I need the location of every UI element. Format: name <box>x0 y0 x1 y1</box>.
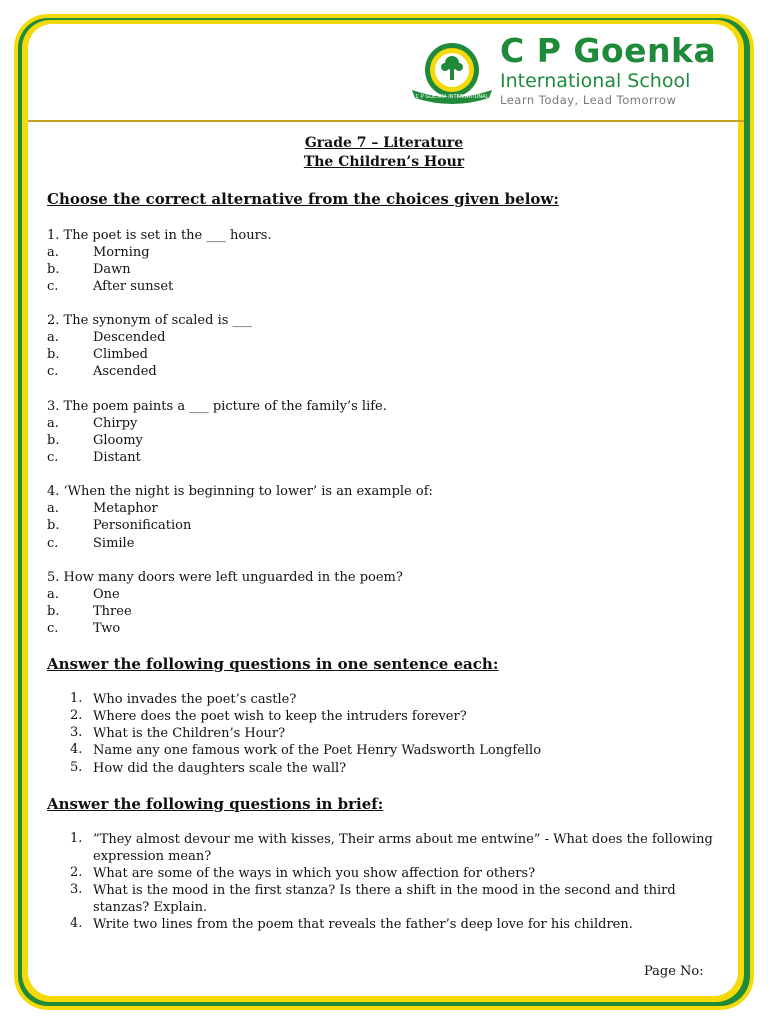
list-item: Write two lines from the poem that reveals the father’s deep love for his children. <box>93 917 633 932</box>
list-item: Who invades the poet’s castle? <box>93 692 297 707</box>
list-item: Where does the poet wish to keep the intruders forever? <box>93 709 467 724</box>
header-divider <box>28 120 744 122</box>
list-item: ”They almost devour me with kisses, Their arms about me entwine” - What does the following expression mean? <box>93 832 713 864</box>
mcq-question: 2. The synonym of scaled is ___ <box>47 313 253 328</box>
grade-heading: Grade 7 – Literature <box>304 135 464 151</box>
emblem-text: C P GOENKA INTERNATIONAL <box>415 94 489 100</box>
school-brand <box>500 32 730 108</box>
school-name: C P Goenka <box>500 31 717 70</box>
list-item: What is the mood in the first stanza? Is there a shift in the mood in the second and third stanzas? Explain. <box>93 883 676 915</box>
school-tagline: Learn Today, Lead Tomorrow <box>500 93 677 107</box>
poem-title: The Children’s Hour <box>303 154 465 170</box>
school-emblem-icon <box>409 40 495 104</box>
short-answer-heading: Answer the following questions in one sentence each: <box>47 655 499 673</box>
mcq-question: 3. The poem paints a ___ picture of the family’s life. <box>47 399 387 414</box>
list-item: What is the Children’s Hour? <box>93 726 286 741</box>
school-subtitle: International School <box>500 70 691 92</box>
list-item: How did the daughters scale the wall? <box>93 761 347 776</box>
brief-answer-heading: Answer the following questions in brief: <box>47 795 384 813</box>
mcq-question: 5. How many doors were left unguarded in the poem? <box>47 570 403 585</box>
mcq-question: 4. ‘When the night is beginning to lower’ is an example of: <box>47 484 433 499</box>
page-number-label: Page No: <box>644 964 704 979</box>
list-item: What are some of the ways in which you show affection for others? <box>93 866 536 881</box>
mcq-heading: Choose the correct alternative from the choices given below: <box>47 190 559 208</box>
list-item: Name any one famous work of the Poet Henry Wadsworth Longfello <box>93 743 542 758</box>
mcq-question: 1. The poet is set in the ___ hours. <box>47 228 272 243</box>
